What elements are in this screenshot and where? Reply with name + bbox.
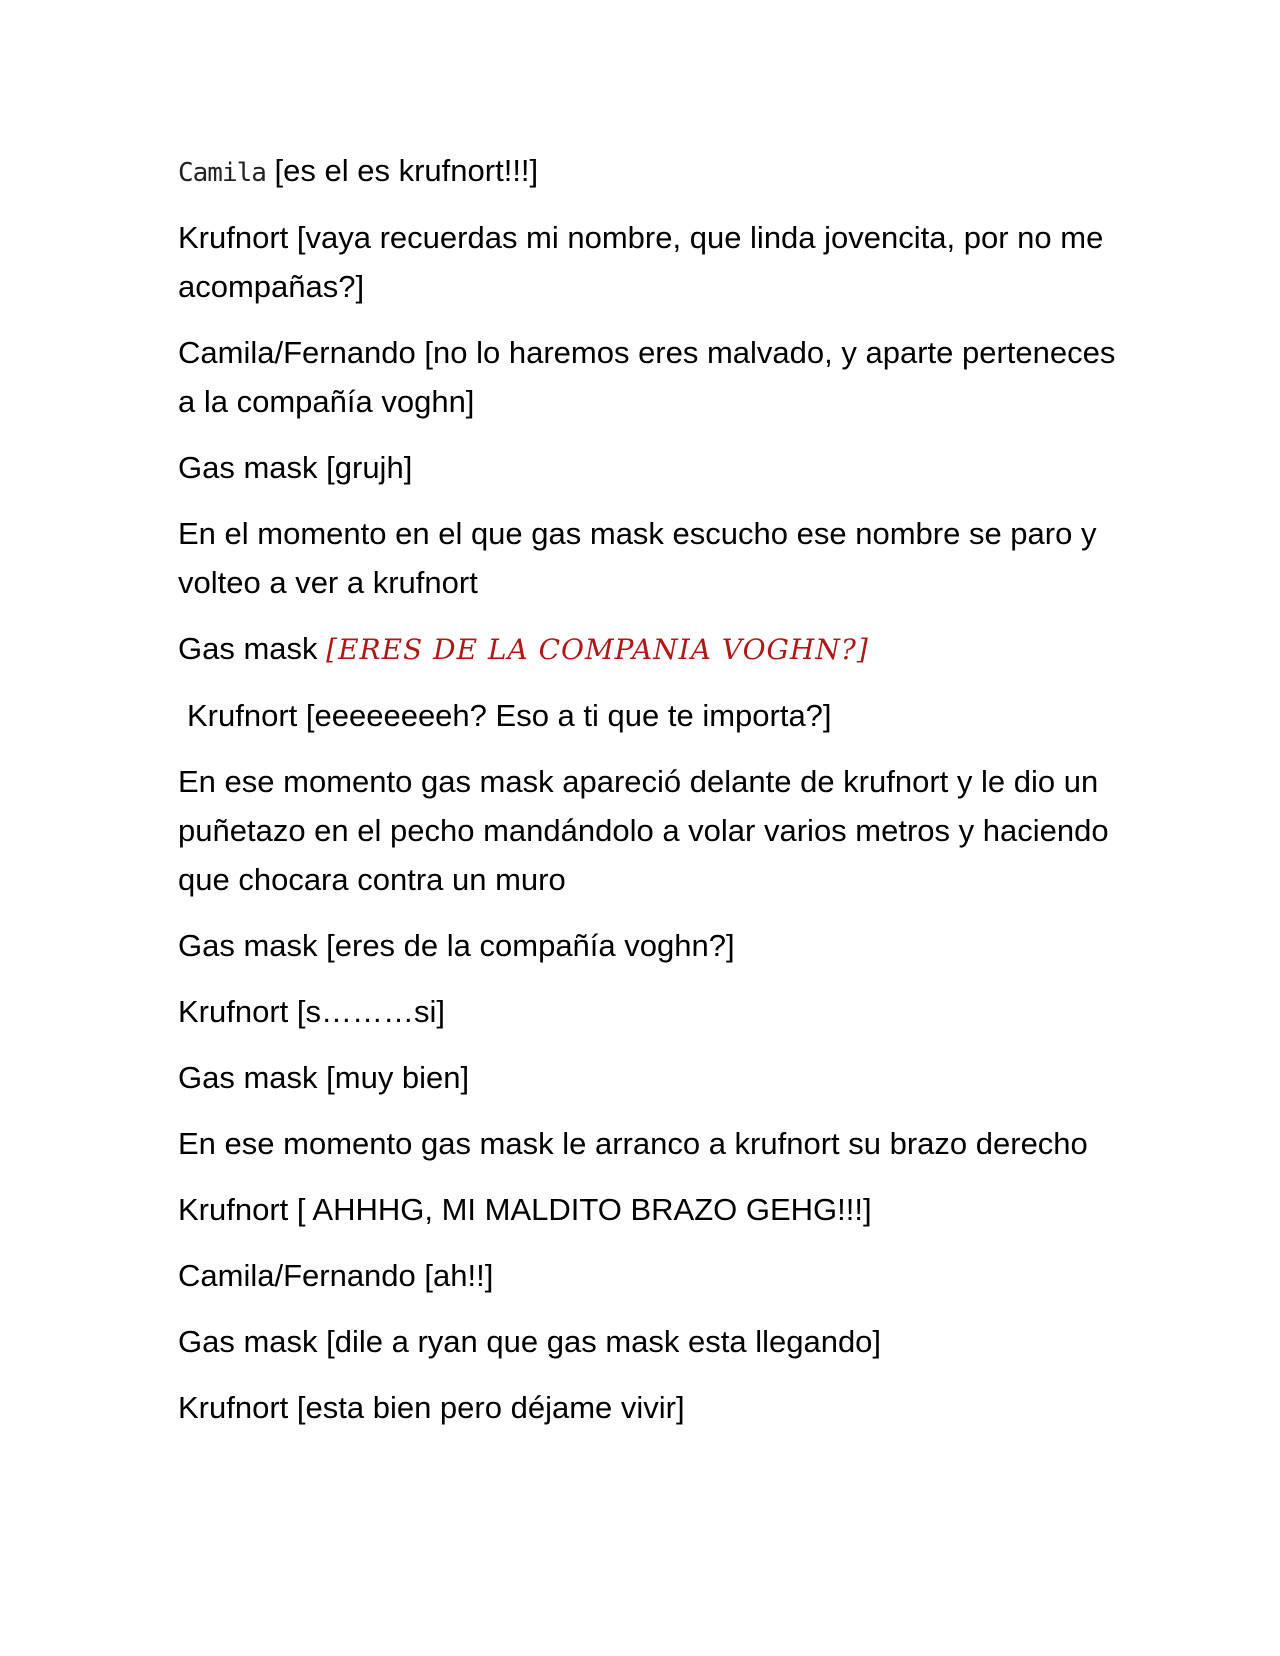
document-body [178,148,1118,1449]
dialogue-line: Krufnort [esta bien pero déjame vivir] [178,1390,685,1425]
speaker-name: Gas mask [178,631,318,666]
dialogue-line: Krufnort [s………si] [178,994,445,1029]
narration-line: En el momento en el que gas mask escucho ese nombre se paro y volteo a ver a krufnort [178,516,1097,600]
narration-line: En ese momento gas mask le arranco a krufnort su brazo derecho [178,1126,1088,1161]
dialogue-line: Gas mask [eres de la compañía voghn?] [178,928,735,963]
handwritten-speaker-name: Camila [178,158,266,188]
dialogue-line: Krufnort [eeeeeeeeh? Eso a ti que te importa?] [187,698,832,733]
dialogue-line: Gas mask [grujh] [178,450,413,485]
narration-line: En ese momento gas mask apareció delante de krufnort y le dio un puñetazo en el pecho mandándolo a volar varios metros y haciendo que chocara contra un muro [178,764,1109,897]
dialogue-line: Gas mask [dile a ryan que gas mask esta llegando] [178,1324,882,1359]
red-handwritten-text: [ERES DE LA COMPANIA VOGHN?] [326,633,869,666]
dialogue-line: Gas mask [muy bien] [178,1060,470,1095]
dialogue-line [178,624,1118,674]
dialogue-line: Camila/Fernando [no lo haremos eres malvado, y aparte perteneces a la compañía voghn] [178,335,1116,419]
dialogue-line: Krufnort [vaya recuerdas mi nombre, que linda jovencita, por no me acompañas?] [178,220,1104,304]
dialogue-text: [es el es krufnort!!!] [274,153,539,188]
dialogue-line: Krufnort [ AHHHG, MI MALDITO BRAZO GEHG!!!] [178,1192,872,1227]
dialogue-line [178,148,1118,196]
dialogue-line: Camila/Fernando [ah!!] [178,1258,494,1293]
